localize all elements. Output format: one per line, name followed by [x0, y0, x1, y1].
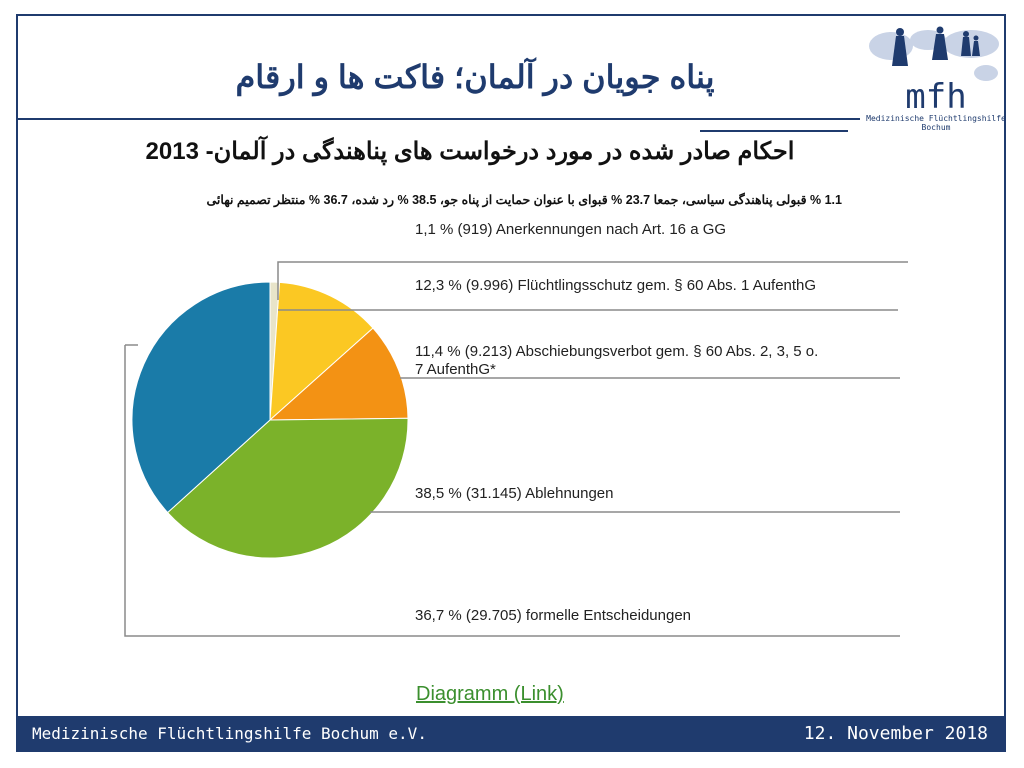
slice-label-1: 1,1 % (919) Anerkennungen nach Art. 16 a GG	[415, 221, 727, 238]
slice-label-5: 36,7 % (29.705) formelle Entscheidungen	[415, 607, 692, 624]
slice-label-4: 38,5 % (31.145) Ablehnungen	[415, 485, 614, 502]
page-title: پناه جویان در آلمان؛ فاکت ها و ارقام	[235, 59, 715, 95]
diagram-link[interactable]: Diagramm (Link)	[416, 683, 564, 705]
footer-organization: Medizinische Flüchtlingshilfe Bochum e.V.	[32, 724, 427, 743]
logo-text: mfh	[905, 77, 967, 117]
logo-tagline: Medizinische Flüchtlingshilfe Bochum	[866, 114, 1006, 132]
chart-subtitle: احکام صادر شده در مورد درخواست های پناهندگی در آلمان- 2013	[145, 138, 795, 165]
footer-bar	[18, 716, 1006, 752]
summary-text: 1.1 % قبولی پناهندگی سیاسی، جمعا 23.7 % قبوای با عنوان حمایت از پناه جو، 38.5 % رد شده، 36.7 % منتظر تصمیم نهائی	[206, 193, 842, 207]
footer-date: 12. November 2018	[803, 723, 988, 744]
slice-label-2: 12,3 % (9.996) Flüchtlingsschutz gem. § 60 Abs. 1 AufenthG	[415, 277, 817, 294]
slice-label-3: 11,4 % (9.213) Abschiebungsverbot gem. § 60 Abs. 2, 3, 5 o. 7 AufenthG*	[415, 343, 819, 378]
